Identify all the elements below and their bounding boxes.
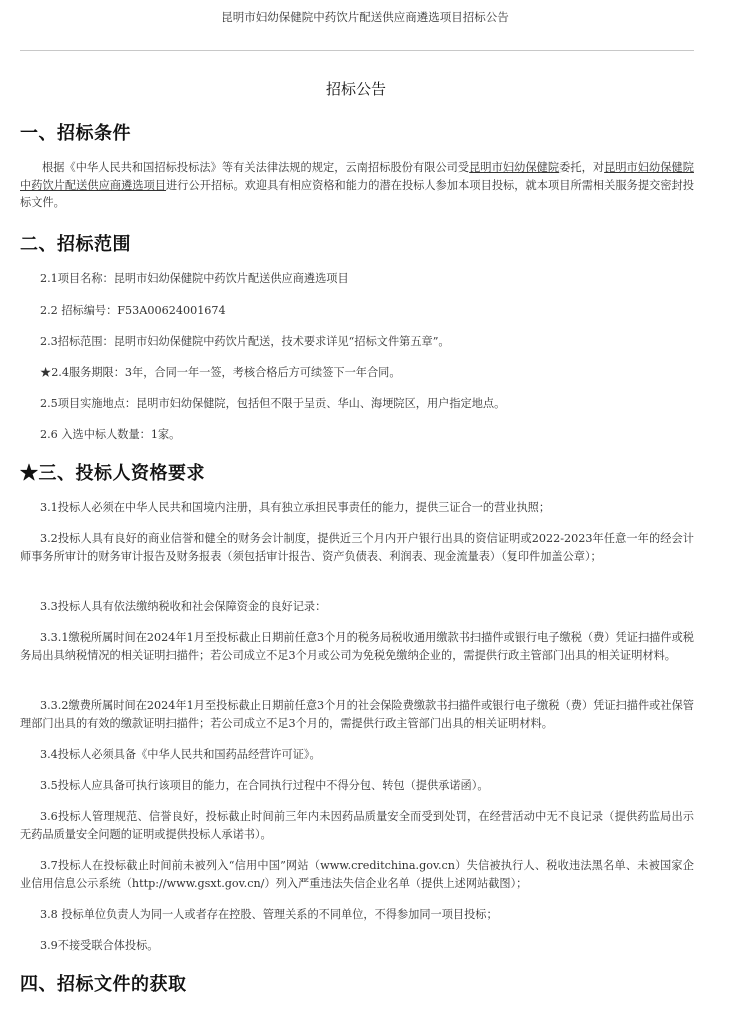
qualification-item-3-1: 3.1投标人必须在中华人民共和国境内注册，具有独立承担民事责任的能力，提供三证合一的营业执照； xyxy=(40,501,551,514)
qualification-item-3-4: 3.4投标人必须具备《中华人民共和国药品经营许可证》。 xyxy=(40,748,321,761)
qualification-item-3-6: 3.6投标人管理规范、信誉良好，投标截止时间前三年内未因药品质量安全而受到处罚，在经营活动中无不良记录（提供药监局出示无药品质量安全问题的证明或提供投标人承诺书）。 xyxy=(20,810,694,841)
scope-item-2-6: 2.6 入选中标人数量：1家。 xyxy=(40,428,181,441)
project-name-link[interactable]: 昆明市妇幼保健院中药饮片配送供应商遴选项目 xyxy=(20,161,694,192)
section1-text-prefix: 根据《中华人民共和国招标投标法》等有关法律法规的规定，云南招标股份有限公司受 xyxy=(42,161,470,174)
section-heading-4: 四、招标文件的获取 xyxy=(20,974,187,995)
qualification-item-3-2: 3.2投标人具有良好的商业信誉和健全的财务会计制度，提供近三个月内开户银行出具的资信证明或2022-2023年任意一年的经会计师事务所审计的财务审计报告及财务报表（须包括审计报告、资产负债表、利润表、现金流量表）（复印件加盖公章）； xyxy=(20,532,694,563)
section-heading-3: ★三、投标人资格要求 xyxy=(20,463,205,484)
scope-item-2-1: 2.1项目名称：昆明市妇幼保健院中药饮片配送供应商遴选项目 xyxy=(40,272,349,285)
scope-item-2-5: 2.5项目实施地点：昆明市妇幼保健院，包括但不限于呈贡、华山、海埂院区，用户指定地点。 xyxy=(40,397,506,410)
qualification-item-3-3-1: 3.3.1缴税所属时间在2024年1月至投标截止日期前任意3个月的税务局税收通用缴款书扫描件或银行电子缴税（费）凭证扫描件或税务局出具纳税情况的相关证明扫描件；若公司成立不足3个月或公司为免税免缴纳企业的，需提供行政主管部门出具的相关证明材料。 xyxy=(20,631,694,662)
header-divider xyxy=(20,50,694,51)
page-header-title: 昆明市妇幼保健院中药饮片配送供应商遴选项目招标公告 xyxy=(221,10,509,24)
qualification-item-3-3-2: 3.3.2缴费所属时间在2024年1月至投标截止日期前任意3个月的社会保险费缴款书扫描件或银行电子缴税（费）凭证扫描件或社保管理部门出具的有效的缴款证明扫描件；若公司成立不足3个月的，需提供行政主管部门出具的相关证明材料。 xyxy=(20,699,694,730)
section-heading-1: 一、招标条件 xyxy=(20,123,131,144)
qualification-item-3-3: 3.3投标人具有依法缴纳税收和社会保障资金的良好记录： xyxy=(40,600,327,613)
client-name-link[interactable]: 昆明市妇幼保健院 xyxy=(469,161,560,174)
qualification-item-3-7: 3.7投标人在投标截止时间前未被列入“信用中国”网站（www.creditchina.gov.cn）失信被执行人、税收违法黑名单、未被国家企业信用信息公示系统（http://www.gsxt.gov.cn/）列入严重违法失信企业名单（提供上述网站截图）； xyxy=(20,859,694,890)
document-title: 招标公告 xyxy=(325,80,386,98)
section-heading-2: 二、招标范围 xyxy=(20,234,131,255)
section1-paragraph xyxy=(20,159,694,212)
qualification-item-3-5: 3.5投标人应具备可执行该项目的能力，在合同执行过程中不得分包、转包（提供承诺函）。 xyxy=(40,779,489,792)
section1-text-suffix: 进行公开招标。欢迎具有相应资格和能力的潜在投标人参加本项目投标，就本项目所需相关服务提交密封投标文件。 xyxy=(20,178,694,209)
qualification-item-3-8: 3.8 投标单位负责人为同一人或者存在控股、管理关系的不同单位，不得参加同一项目投标； xyxy=(40,908,498,921)
scope-item-2-2: 2.2 招标编号：F53A00624001674 xyxy=(40,304,226,317)
qualification-item-3-9: 3.9不接受联合体投标。 xyxy=(40,939,159,952)
section1-text-mid: 委托，对 xyxy=(559,161,605,174)
scope-item-2-3: 2.3招标范围：昆明市妇幼保健院中药饮片配送，技术要求详见“招标文件第五章”。 xyxy=(40,335,450,348)
scope-item-2-4: ★2.4服务期限：3年，合同一年一签，考核合格后方可续签下一年合同。 xyxy=(40,366,401,379)
